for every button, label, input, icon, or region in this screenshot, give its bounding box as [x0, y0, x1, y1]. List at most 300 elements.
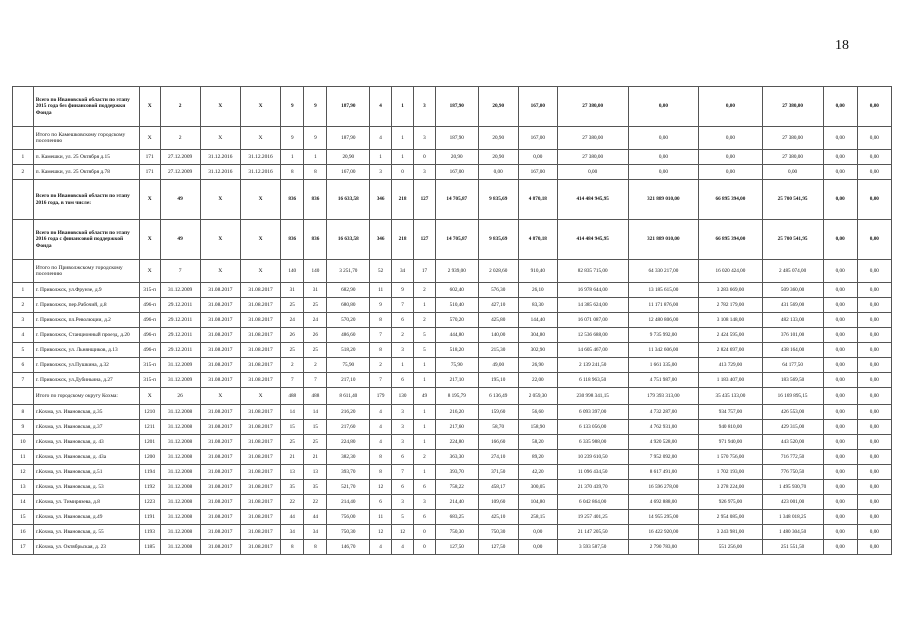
- cell-v3: 682,90: [327, 283, 370, 298]
- cell-v2: 9: [304, 127, 327, 150]
- cell-v7: 363,30: [435, 450, 478, 465]
- table-row: [13, 405, 892, 420]
- cell-v11: 179 393 313,00: [628, 388, 699, 405]
- cell-v2: 836: [304, 180, 327, 220]
- cell-date2: 31.08.2017: [200, 525, 240, 540]
- cell-v12: 940 810,00: [699, 420, 762, 435]
- cell-v14: 0,00: [823, 450, 857, 465]
- cell-v15: 0,00: [857, 343, 891, 358]
- cell-date3: 31.08.2017: [240, 328, 280, 343]
- cell-date3: 31.08.2017: [240, 343, 280, 358]
- cell-date3: 31.08.2017: [240, 283, 280, 298]
- cell-v10: 27 380,00: [557, 150, 628, 165]
- cell-v11: 2 790 783,00: [628, 540, 699, 555]
- cell-v12: 2 782 179,00: [699, 298, 762, 313]
- cell-v10: 10 239 610,50: [557, 450, 628, 465]
- cell-no: 11: [13, 450, 34, 465]
- cell-no: 15: [13, 510, 34, 525]
- cell-v3: 521,70: [327, 480, 370, 495]
- table-row: [13, 373, 892, 388]
- cell-v7: 14 705,87: [435, 180, 478, 220]
- cell-no: 17: [13, 540, 34, 555]
- cell-v12: 413 729,00: [699, 358, 762, 373]
- cell-v2: 31: [304, 283, 327, 298]
- cell-v6: 1: [414, 420, 436, 435]
- cell-v1: 24: [281, 313, 304, 328]
- cell-v14: 0,00: [823, 510, 857, 525]
- cell-v10: 16 071 087,00: [557, 313, 628, 328]
- cell-name: Всего по Ивановской области по этапу 2016 года с финансовой поддержкой Фонда: [33, 220, 139, 260]
- cell-no: 2: [13, 165, 34, 180]
- cell-v6: 2: [414, 313, 436, 328]
- cell-v12: 3 283 669,00: [699, 283, 762, 298]
- cell-v11: 9 735 992,00: [628, 328, 699, 343]
- cell-v2: 488: [304, 388, 327, 405]
- cell-num: 496-п: [139, 298, 160, 313]
- cell-v15: 0,00: [857, 525, 891, 540]
- cell-v2: 15: [304, 420, 327, 435]
- cell-v10: 82 835 715,00: [557, 260, 628, 283]
- cell-num: 1191: [139, 510, 160, 525]
- cell-v13: 0,00: [762, 165, 823, 180]
- cell-v4: 7: [370, 373, 392, 388]
- cell-v4: 4: [370, 87, 392, 127]
- cell-v2: 140: [304, 260, 327, 283]
- cell-v13: 438 164,00: [762, 343, 823, 358]
- cell-v6: 1: [414, 373, 436, 388]
- cell-v1: 22: [281, 495, 304, 510]
- cell-v11: 11 171 876,00: [628, 298, 699, 313]
- table-row: [13, 343, 892, 358]
- cell-v15: 0,00: [857, 165, 891, 180]
- cell-v7: 216,20: [435, 405, 478, 420]
- cell-date3: Х: [240, 388, 280, 405]
- cell-v2: 836: [304, 220, 327, 260]
- cell-date2: 31.08.2017: [200, 435, 240, 450]
- cell-v10: 16 978 644,00: [557, 283, 628, 298]
- cell-v6: 1: [414, 465, 436, 480]
- cell-v8: 9 835,69: [478, 220, 518, 260]
- cell-v9: 0,00: [518, 540, 557, 555]
- cell-v8: 20,90: [478, 150, 518, 165]
- cell-v10: 3 593 587,50: [557, 540, 628, 555]
- cell-v11: 8 617 491,00: [628, 465, 699, 480]
- cell-v11: 12 480 806,00: [628, 313, 699, 328]
- cell-v13: 716 772,50: [762, 450, 823, 465]
- cell-v10: 414 484 945,95: [557, 180, 628, 220]
- cell-v5: 34: [392, 260, 414, 283]
- cell-v7: 2 939,00: [435, 260, 478, 283]
- cell-date1: 31.12.2008: [160, 420, 200, 435]
- cell-v14: 0,00: [823, 495, 857, 510]
- cell-v9: 167,00: [518, 127, 557, 150]
- cell-v15: 0,00: [857, 260, 891, 283]
- cell-v7: 167,00: [435, 165, 478, 180]
- cell-v14: 0,00: [823, 127, 857, 150]
- cell-date1: 31.12.2008: [160, 540, 200, 555]
- cell-date2: 31.08.2017: [200, 420, 240, 435]
- cell-no: 6: [13, 358, 34, 373]
- cell-v5: 6: [392, 450, 414, 465]
- cell-date1: 31.12.2008: [160, 435, 200, 450]
- cell-v4: 8: [370, 465, 392, 480]
- cell-v2: 22: [304, 495, 327, 510]
- cell-no: 7: [13, 373, 34, 388]
- cell-v4: 12: [370, 525, 392, 540]
- cell-v15: 0,00: [857, 220, 891, 260]
- cell-date2: 31.08.2017: [200, 540, 240, 555]
- cell-v4: 7: [370, 328, 392, 343]
- cell-v11: 7 952 092,00: [628, 450, 699, 465]
- cell-no: 1: [13, 150, 34, 165]
- cell-v13: 443 520,00: [762, 435, 823, 450]
- cell-v8: 20,90: [478, 87, 518, 127]
- cell-date2: 31.08.2017: [200, 480, 240, 495]
- cell-v2: 8: [304, 165, 327, 180]
- cell-v13: 2 485 074,00: [762, 260, 823, 283]
- cell-v10: 6 093 397,00: [557, 405, 628, 420]
- cell-name: г.Кохма, ул. Ивановская, д.35: [33, 405, 139, 420]
- cell-v2: 25: [304, 298, 327, 313]
- cell-v1: 9: [281, 127, 304, 150]
- cell-v15: 0,00: [857, 450, 891, 465]
- cell-v13: 25 700 541,95: [762, 180, 823, 220]
- cell-v9: 26,10: [518, 283, 557, 298]
- cell-v10: 27 380,00: [557, 87, 628, 127]
- cell-v2: 24: [304, 313, 327, 328]
- cell-v6: 1: [414, 435, 436, 450]
- summary-row: [13, 388, 892, 405]
- cell-v7: 444,80: [435, 328, 478, 343]
- summary-row: [13, 260, 892, 283]
- cell-v2: 9: [304, 87, 327, 127]
- table-row: [13, 283, 892, 298]
- cell-date1: 29.12.2011: [160, 343, 200, 358]
- cell-date1: 31.12.2009: [160, 283, 200, 298]
- cell-v12: 551 256,00: [699, 540, 762, 555]
- cell-v1: 25: [281, 435, 304, 450]
- summary-row: [13, 220, 892, 260]
- cell-v10: 6 042 864,00: [557, 495, 628, 510]
- cell-v14: 0,00: [823, 465, 857, 480]
- cell-v1: 35: [281, 480, 304, 495]
- cell-v9: 144,40: [518, 313, 557, 328]
- cell-date1: 49: [160, 180, 200, 220]
- cell-date1: 27.12.2009: [160, 165, 200, 180]
- cell-date1: 29.12.2011: [160, 328, 200, 343]
- cell-date3: Х: [240, 87, 280, 127]
- cell-no: [13, 220, 34, 260]
- cell-v12: 1 183 407,00: [699, 373, 762, 388]
- cell-v15: 0,00: [857, 480, 891, 495]
- cell-v4: 11: [370, 510, 392, 525]
- cell-date1: 7: [160, 260, 200, 283]
- cell-v3: 3 251,70: [327, 260, 370, 283]
- cell-v12: 2 424 595,00: [699, 328, 762, 343]
- cell-v3: 167,00: [327, 165, 370, 180]
- cell-v1: 31: [281, 283, 304, 298]
- cell-v1: 44: [281, 510, 304, 525]
- cell-v13: 27 380,00: [762, 150, 823, 165]
- cell-no: [13, 180, 34, 220]
- cell-v2: 26: [304, 328, 327, 343]
- cell-v6: 2: [414, 450, 436, 465]
- cell-v4: 6: [370, 495, 392, 510]
- cell-v7: 8 195,79: [435, 388, 478, 405]
- cell-v8: 750,30: [478, 525, 518, 540]
- cell-v3: 187,90: [327, 87, 370, 127]
- cell-v7: 214,40: [435, 495, 478, 510]
- cell-v13: 25 700 541,95: [762, 220, 823, 260]
- cell-num: 171: [139, 150, 160, 165]
- cell-date1: 49: [160, 220, 200, 260]
- cell-v3: 486,60: [327, 328, 370, 343]
- cell-v1: 8: [281, 165, 304, 180]
- cell-v6: 1: [414, 358, 436, 373]
- cell-v15: 0,00: [857, 465, 891, 480]
- cell-v7: 393,70: [435, 465, 478, 480]
- cell-date2: 31.12.2016: [200, 165, 240, 180]
- cell-num: 1200: [139, 450, 160, 465]
- cell-v10: 6 118 963,50: [557, 373, 628, 388]
- cell-date3: 31.12.2016: [240, 150, 280, 165]
- cell-v6: 17: [414, 260, 436, 283]
- cell-date3: 31.08.2017: [240, 298, 280, 313]
- cell-v4: 1: [370, 150, 392, 165]
- cell-no: 1: [13, 283, 34, 298]
- cell-v7: 750,30: [435, 525, 478, 540]
- cell-num: 1210: [139, 405, 160, 420]
- cell-date1: 31.12.2008: [160, 510, 200, 525]
- cell-v10: 12 536 688,00: [557, 328, 628, 343]
- cell-no: [13, 388, 34, 405]
- cell-v14: 0,00: [823, 298, 857, 313]
- cell-date1: 26: [160, 388, 200, 405]
- cell-v1: 7: [281, 373, 304, 388]
- cell-v5: 6: [392, 313, 414, 328]
- summary-row: [13, 87, 892, 127]
- cell-v10: 414 484 945,95: [557, 220, 628, 260]
- cell-v14: 0,00: [823, 313, 857, 328]
- cell-no: 12: [13, 465, 34, 480]
- cell-v7: 758,22: [435, 480, 478, 495]
- cell-num: 1192: [139, 480, 160, 495]
- cell-v15: 0,00: [857, 87, 891, 127]
- cell-date2: Х: [200, 220, 240, 260]
- cell-v7: 510,40: [435, 298, 478, 313]
- cell-num: 315-п: [139, 283, 160, 298]
- cell-date1: 31.12.2008: [160, 480, 200, 495]
- cell-date1: 31.12.2008: [160, 450, 200, 465]
- cell-v5: 6: [392, 373, 414, 388]
- cell-v8: 427,10: [478, 298, 518, 313]
- cell-v3: 16 633,58: [327, 220, 370, 260]
- cell-name: г.Кохма, ул. Ивановская, д. 43а: [33, 450, 139, 465]
- cell-v11: 4 762 931,00: [628, 420, 699, 435]
- cell-no: [13, 127, 34, 150]
- cell-v9: 26,90: [518, 358, 557, 373]
- table-row: [13, 298, 892, 313]
- cell-num: Х: [139, 260, 160, 283]
- cell-date2: 31.08.2017: [200, 510, 240, 525]
- cell-v15: 0,00: [857, 495, 891, 510]
- cell-date2: 31.08.2017: [200, 405, 240, 420]
- cell-v3: 224,80: [327, 435, 370, 450]
- cell-v11: 14 955 295,00: [628, 510, 699, 525]
- cell-v6: 127: [414, 180, 436, 220]
- cell-v3: 75,90: [327, 358, 370, 373]
- cell-v8: 195,10: [478, 373, 518, 388]
- cell-v7: 127,50: [435, 540, 478, 555]
- cell-v2: 25: [304, 343, 327, 358]
- cell-name: г.Кохма, ул. Ивановская, д. 43: [33, 435, 139, 450]
- table-row: [13, 540, 892, 555]
- cell-v6: 49: [414, 388, 436, 405]
- cell-v4: 52: [370, 260, 392, 283]
- cell-v1: 25: [281, 298, 304, 313]
- cell-v8: 166,60: [478, 435, 518, 450]
- table-row: [13, 510, 892, 525]
- cell-v12: 0,00: [699, 150, 762, 165]
- cell-v4: 4: [370, 420, 392, 435]
- cell-v3: 187,90: [327, 127, 370, 150]
- cell-v1: 8: [281, 540, 304, 555]
- cell-date1: 31.12.2009: [160, 373, 200, 388]
- cell-date1: 31.12.2009: [160, 358, 200, 373]
- cell-v9: 0,00: [518, 525, 557, 540]
- cell-v7: 187,90: [435, 127, 478, 150]
- cell-date3: 31.08.2017: [240, 435, 280, 450]
- cell-v3: 16 633,58: [327, 180, 370, 220]
- cell-v5: 6: [392, 480, 414, 495]
- cell-v9: 22,00: [518, 373, 557, 388]
- cell-v5: 4: [392, 540, 414, 555]
- cell-v11: 4 732 287,00: [628, 405, 699, 420]
- cell-v9: 300,05: [518, 480, 557, 495]
- cell-v15: 0,00: [857, 373, 891, 388]
- cell-num: 1211: [139, 420, 160, 435]
- cell-date1: 27.12.2009: [160, 150, 200, 165]
- cell-name: г. Приволжск, ул.Пушкина, д.32: [33, 358, 139, 373]
- cell-date2: 31.08.2017: [200, 283, 240, 298]
- cell-v4: 4: [370, 435, 392, 450]
- cell-v4: 2: [370, 358, 392, 373]
- cell-v12: 0,00: [699, 87, 762, 127]
- summary-row: [13, 180, 892, 220]
- cell-v15: 0,00: [857, 420, 891, 435]
- cell-v13: 27 380,00: [762, 87, 823, 127]
- cell-v4: 4: [370, 127, 392, 150]
- cell-name: г.Кохма, ул. Ивановская, д. 55: [33, 525, 139, 540]
- cell-v7: 14 705,87: [435, 220, 478, 260]
- cell-v15: 0,00: [857, 358, 891, 373]
- cell-name: п. Камешки, ул. 25 Октября д.15: [33, 150, 139, 165]
- cell-v6: 3: [414, 495, 436, 510]
- cell-num: Х: [139, 220, 160, 260]
- cell-v5: 7: [392, 298, 414, 313]
- cell-name: г. Приволжск, Станционный проезд, д.20: [33, 328, 139, 343]
- cell-no: [13, 260, 34, 283]
- cell-date2: 31.08.2017: [200, 343, 240, 358]
- cell-date2: Х: [200, 388, 240, 405]
- cell-v9: 56,60: [518, 405, 557, 420]
- cell-v9: 83,30: [518, 298, 557, 313]
- cell-v1: 26: [281, 328, 304, 343]
- cell-v15: 0,00: [857, 283, 891, 298]
- cell-v12: 0,00: [699, 127, 762, 150]
- resettlement-table: [12, 86, 892, 555]
- cell-v3: 217,10: [327, 373, 370, 388]
- cell-num: 171: [139, 165, 160, 180]
- cell-num: 1194: [139, 465, 160, 480]
- cell-no: 2: [13, 298, 34, 313]
- cell-v12: 1 702 193,00: [699, 465, 762, 480]
- cell-v2: 21: [304, 450, 327, 465]
- cell-v13: 1 348 018,25: [762, 510, 823, 525]
- cell-v15: 0,00: [857, 328, 891, 343]
- cell-v6: 3: [414, 127, 436, 150]
- cell-date2: Х: [200, 127, 240, 150]
- cell-v12: 1 570 756,00: [699, 450, 762, 465]
- cell-v5: 3: [392, 420, 414, 435]
- cell-no: 13: [13, 480, 34, 495]
- cell-v5: 7: [392, 465, 414, 480]
- cell-v3: 756,00: [327, 510, 370, 525]
- cell-v1: 15: [281, 420, 304, 435]
- cell-v8: 0,00: [478, 165, 518, 180]
- table-row: [13, 313, 892, 328]
- cell-name: Итого по городскому округу Кохма:: [33, 388, 139, 405]
- cell-name: г.Кохма, ул. Ивановская, д.37: [33, 420, 139, 435]
- cell-v13: 251 551,50: [762, 540, 823, 555]
- cell-v15: 0,00: [857, 405, 891, 420]
- table-row: [13, 450, 892, 465]
- cell-v11: 321 889 010,00: [628, 220, 699, 260]
- cell-no: 10: [13, 435, 34, 450]
- cell-date3: 31.08.2017: [240, 495, 280, 510]
- cell-v2: 7: [304, 373, 327, 388]
- cell-v4: 179: [370, 388, 392, 405]
- cell-v12: 66 895 394,00: [699, 220, 762, 260]
- cell-date3: 31.08.2017: [240, 358, 280, 373]
- cell-v1: 34: [281, 525, 304, 540]
- table-row: [13, 328, 892, 343]
- cell-v5: 3: [392, 405, 414, 420]
- cell-v6: 127: [414, 220, 436, 260]
- cell-v10: 14 605 467,00: [557, 343, 628, 358]
- cell-date2: 31.08.2017: [200, 298, 240, 313]
- cell-date2: 31.12.2016: [200, 150, 240, 165]
- cell-v2: 35: [304, 480, 327, 495]
- cell-v1: 25: [281, 343, 304, 358]
- cell-name: Итого по Камешковскому городскому поселению: [33, 127, 139, 150]
- cell-v8: 215,30: [478, 343, 518, 358]
- cell-v14: 0,00: [823, 260, 857, 283]
- cell-v6: 6: [414, 480, 436, 495]
- cell-no: [13, 87, 34, 127]
- cell-v12: 16 020 424,00: [699, 260, 762, 283]
- cell-num: Х: [139, 180, 160, 220]
- cell-v8: 2 028,60: [478, 260, 518, 283]
- cell-date3: 31.08.2017: [240, 480, 280, 495]
- cell-date3: 31.08.2017: [240, 465, 280, 480]
- cell-no: 9: [13, 420, 34, 435]
- cell-v14: 0,00: [823, 480, 857, 495]
- cell-name: п. Камешки, ул. 25 Октября д.78: [33, 165, 139, 180]
- cell-v6: 0: [414, 525, 436, 540]
- cell-date3: 31.08.2017: [240, 373, 280, 388]
- cell-v12: 35 435 133,00: [699, 388, 762, 405]
